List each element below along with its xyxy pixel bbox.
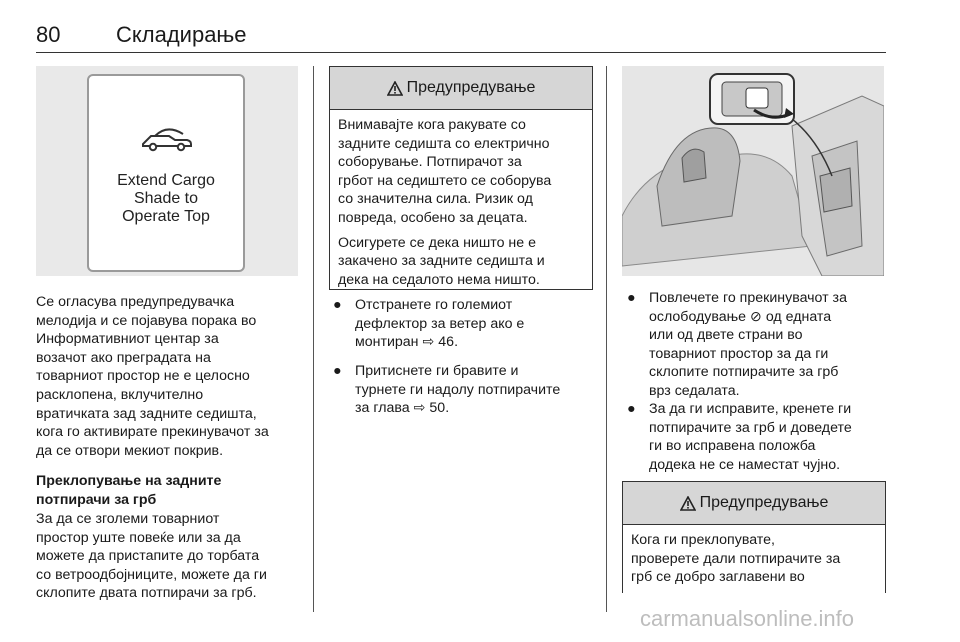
text-line: за глава ⇨ 50. xyxy=(355,400,450,417)
warning-title: Предупредување xyxy=(406,79,536,96)
list-item xyxy=(333,296,603,356)
text-line: грб се добро заглавени во xyxy=(631,569,805,586)
warning-paragraph xyxy=(338,116,584,228)
text-line: Внимавајте кога ракувате со xyxy=(338,117,526,133)
warning-header xyxy=(330,67,592,110)
text-line: простор уште повеќе или за да xyxy=(36,529,241,546)
convertible-car-icon xyxy=(141,124,193,152)
list-item xyxy=(333,362,603,422)
warning-triangle-icon xyxy=(387,81,403,96)
text-line: задните седишта со електрично xyxy=(338,135,550,152)
text-line: вратичката зад задните седишта, xyxy=(36,405,257,422)
text-line: турнете ги надолу потпирачите xyxy=(355,381,561,398)
text-line: грбот на седиштето се соборува xyxy=(338,172,552,189)
text-line: товарниот простор не е целосно xyxy=(36,368,250,385)
trunk-figure xyxy=(622,66,884,276)
warning-title: Предупредување xyxy=(699,494,829,511)
text-line: возачот ако преградата на xyxy=(36,349,211,366)
watermark: carmanualsonline.info xyxy=(640,606,855,631)
text-line: проверете дали потпирачите за xyxy=(631,550,841,567)
text-line: склопите потпирачите за грб xyxy=(649,364,839,381)
paragraph-fold-backrests xyxy=(36,510,267,603)
text-line: соборување. Потпирачот за xyxy=(338,154,522,171)
page-number: 80 xyxy=(36,22,61,47)
text-line: Притиснете ги бравите и xyxy=(355,363,519,379)
text-line: повреда, особено за децата. xyxy=(338,209,528,226)
warning-paragraph xyxy=(338,234,584,290)
list-item xyxy=(627,289,889,404)
text-line: Отстранете го големиот xyxy=(355,297,513,313)
column-divider xyxy=(313,66,314,612)
heading-line: потпирачи за грб xyxy=(36,491,157,508)
info-display xyxy=(87,74,245,272)
bullet-icon: ● xyxy=(333,297,342,313)
text-line: дефлектор за ветер ако е xyxy=(355,315,525,332)
section-heading xyxy=(36,472,221,509)
display-line: Operate Top xyxy=(122,208,210,225)
warning-header xyxy=(623,482,885,525)
text-line: Осигурете се дека ништо не е xyxy=(338,234,536,251)
warning-paragraph xyxy=(631,531,877,587)
text-line: склопите двата потпирачи за грб. xyxy=(36,585,257,602)
column-divider xyxy=(606,66,607,612)
text-line: кога го активирате прекинувачот за xyxy=(36,424,269,441)
text-line: да се отвори мекиот покрив. xyxy=(36,442,224,459)
text-line: потпирачите за грб и доведете xyxy=(649,419,852,436)
bullet-icon: ● xyxy=(333,363,342,379)
text-line: За да ги исправите, кренете ги xyxy=(649,401,852,417)
page-title: Складирање xyxy=(116,22,247,47)
text-line: монтиран ⇨ 46. xyxy=(355,334,459,351)
text-line: со ветроодбојниците, можете да ги xyxy=(36,566,267,583)
bullet-icon: ● xyxy=(627,401,636,417)
list-item xyxy=(627,400,889,478)
text-line: Информативниот центар за xyxy=(36,331,219,348)
display-line: Shade to xyxy=(133,190,199,207)
text-line: Кога ги преклопувате, xyxy=(631,532,775,548)
display-message xyxy=(89,172,243,226)
warning-body xyxy=(623,525,885,587)
warning-box xyxy=(622,481,886,593)
warning-body xyxy=(330,110,592,289)
text-line: дека на седалото нема ништо. xyxy=(338,271,540,288)
warning-triangle-icon xyxy=(680,496,696,511)
text-line: ги во исправена положба xyxy=(649,438,816,455)
text-line: За да се зголеми товарниот xyxy=(36,511,220,527)
text-line: ослободување ⊘ од едната xyxy=(649,308,832,325)
page-header xyxy=(36,22,886,53)
text-line: расклопена, вклучително xyxy=(36,386,204,403)
text-line: Повлечете го прекинувачот за xyxy=(649,290,847,306)
text-line: мелодија и се појавува порака во xyxy=(36,312,257,329)
text-line: додека не се наместат чујно. xyxy=(649,456,841,473)
text-line: Се огласува предупредувачка xyxy=(36,294,235,310)
text-line: товарниот простор за да ги xyxy=(649,345,829,362)
text-line: закачено за задните седишта и xyxy=(338,253,545,270)
display-figure xyxy=(36,66,298,276)
warning-box xyxy=(329,66,593,290)
bullet-icon: ● xyxy=(627,290,636,306)
text-line: врз седалата. xyxy=(649,382,740,399)
text-line: со значителна сила. Ризик од xyxy=(338,191,533,208)
text-line: можете да пристапите до торбата xyxy=(36,548,260,565)
display-line: Extend Cargo xyxy=(117,172,215,189)
trunk-illustration xyxy=(622,66,884,276)
text-line: или од двете страни во xyxy=(649,327,803,344)
paragraph-warning-chime xyxy=(36,293,269,460)
heading-line: Преклопување на задните xyxy=(36,473,222,489)
